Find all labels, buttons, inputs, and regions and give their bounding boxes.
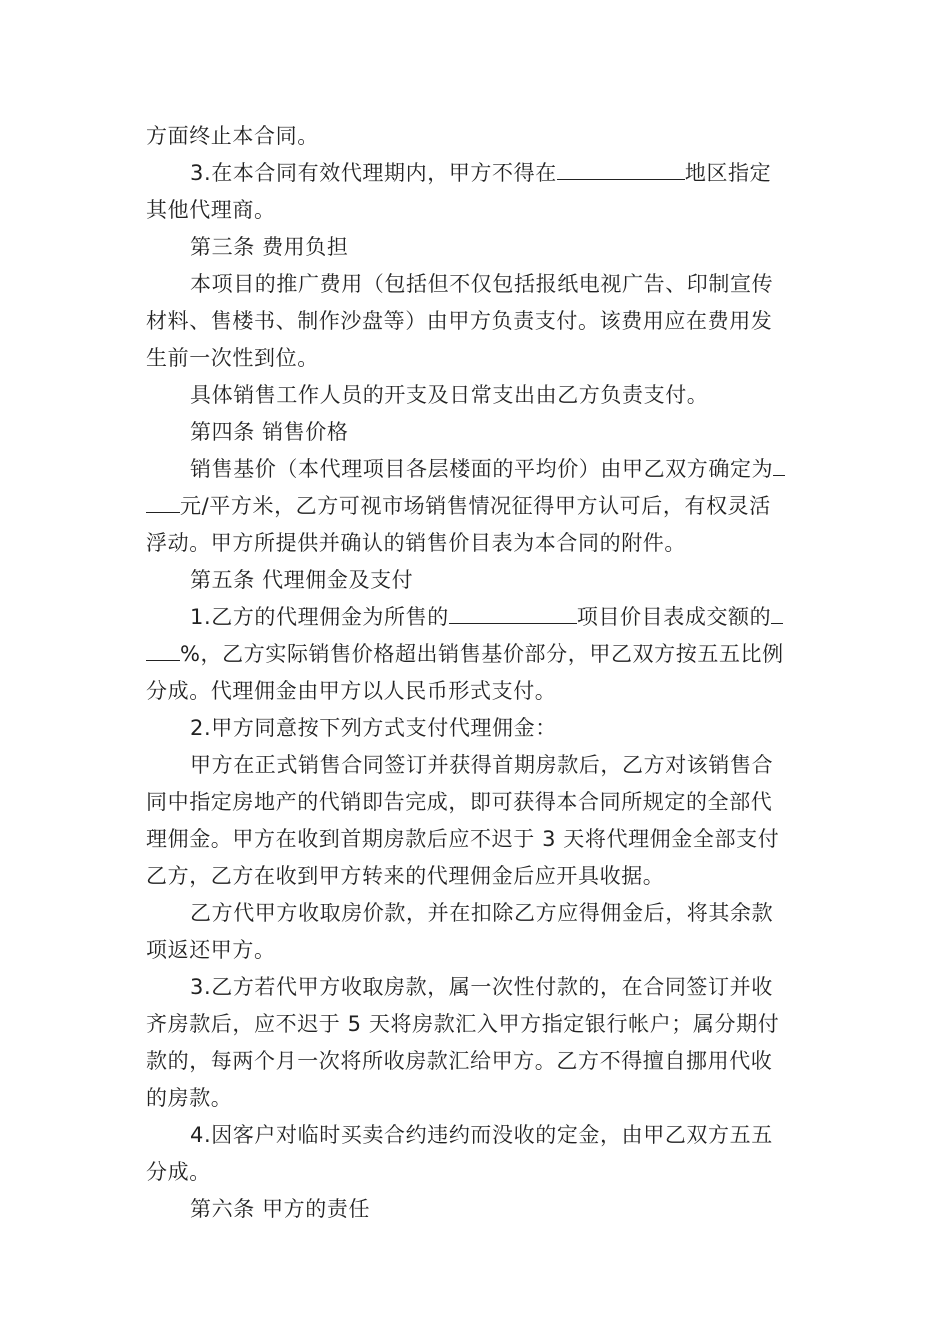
text-line: 3.乙方若代甲方收取房款，属一次性付款的，在合同签订并收 [190, 975, 773, 999]
text-line: 本项目的推广费用（包括但不仅包括报纸电视广告、印制宣传 [190, 272, 774, 296]
text-line: 4.因客户对临时买卖合约违约而没收的定金，由甲乙双方五五 [190, 1123, 773, 1147]
clause-text: 3.在本合同有效代理期内，甲方不得在 [190, 161, 557, 185]
text-line: 浮动。甲方所提供并确认的销售价目表为本合同的附件。 [146, 531, 686, 555]
text-line: 的房款。 [146, 1086, 233, 1110]
text-line: 乙方代甲方收取房价款，并在扣除乙方应得佣金后，将其余款 [190, 901, 774, 925]
text-line [146, 488, 808, 525]
text-line: 理佣金。甲方在收到首期房款后应不迟于 3 天将代理佣金全部支付 [146, 827, 780, 851]
text-line: 分成。 [146, 1160, 211, 1184]
text-line: 乙方，乙方在收到甲方转来的代理佣金后应开具收据。 [146, 864, 665, 888]
text-line: 款的，每两个月一次将所收房款汇给甲方。乙方不得擅自挪用代收 [146, 1049, 773, 1073]
section-heading: 第三条 费用负担 [190, 235, 349, 259]
clause-text: 元/平方米，乙方可视市场销售情况征得甲方认可后，有权灵活 [180, 494, 771, 518]
text-line: 具体销售工作人员的开支及日常支出由乙方负责支付。 [190, 383, 709, 407]
text-line [146, 636, 808, 673]
clause-text: %，乙方实际销售价格超出销售基价部分，甲乙双方按五五比例 [180, 642, 784, 666]
section-heading: 第五条 代理佣金及支付 [190, 568, 414, 592]
text-line: 2.甲方同意按下列方式支付代理佣金： [190, 716, 557, 740]
text-line: 其他代理商。 [146, 198, 276, 222]
document-page [146, 118, 808, 1228]
clause-text: 项目价目表成交额的 [576, 605, 772, 629]
text-line: 生前一次性到位。 [146, 346, 319, 370]
text-line: 同中指定房地产的代销即告完成，即可获得本合同所规定的全部代 [146, 790, 773, 814]
text-line: 材料、售楼书、制作沙盘等）由甲方负责支付。该费用应在费用发 [146, 309, 773, 333]
fill-in-blank [557, 157, 685, 180]
text-line: 项返还甲方。 [146, 938, 276, 962]
fill-in-blank [773, 453, 785, 476]
text-line: 分成。代理佣金由甲方以人民币形式支付。 [146, 679, 557, 703]
clause-text: 1.乙方的代理佣金为所售的 [190, 605, 449, 629]
text-line [146, 599, 808, 636]
text-line: 齐房款后，应不迟于 5 天将房款汇入甲方指定银行帐户；属分期付 [146, 1012, 780, 1036]
text-line: 甲方在正式销售合同签订并获得首期房款后，乙方对该销售合 [190, 753, 774, 777]
fill-in-blank [146, 638, 180, 661]
clause-text: 销售基价（本代理项目各层楼面的平均价）由甲乙双方确定为 [190, 457, 774, 481]
fill-in-blank [146, 490, 180, 513]
text-line: 方面终止本合同。 [146, 124, 319, 148]
section-heading: 第四条 销售价格 [190, 420, 349, 444]
text-line [146, 155, 808, 192]
clause-text: 地区指定 [684, 161, 772, 185]
fill-in-blank [771, 601, 783, 624]
section-heading: 第六条 甲方的责任 [190, 1197, 371, 1221]
text-line [146, 451, 808, 488]
fill-in-blank [449, 601, 577, 624]
